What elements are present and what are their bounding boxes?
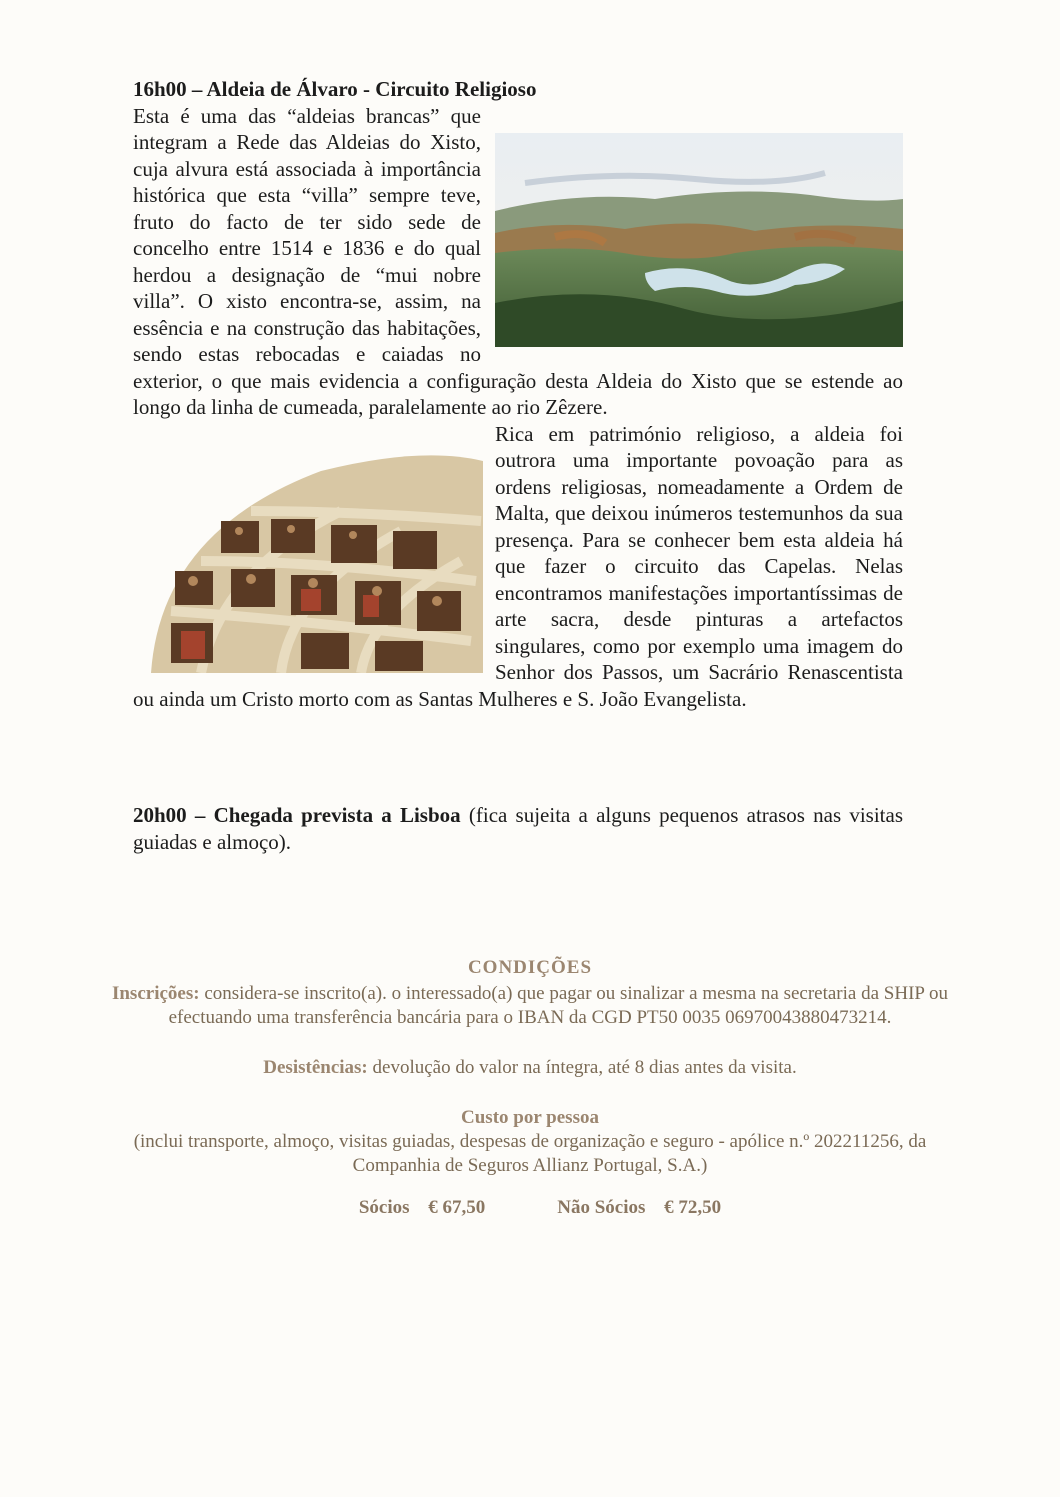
arrival-text: (fica sujeita a alguns pequenos atrasos nas visitas guiadas e almoço). — [133, 803, 903, 854]
chapel-ceiling-image — [141, 451, 483, 673]
paragraph-religious — [133, 421, 903, 713]
section-title-alvaro: 16h00 – Aldeia de Álvaro - Circuito Religioso — [133, 77, 537, 101]
prices-row — [120, 1196, 960, 1220]
paragraph-religious-text: Rica em património religioso, a aldeia foi outrora uma importante povoação para as ordens religiosas, nomeadamente a Ordem de Malta, que deixou inúmeros testemunhos da sua presença. Para se conhecer bem esta aldeia há que fazer o circuito das Capelas. Nelas encontramos manifestações importantíssimas de arte sacra, desde pinturas a artefactos singulares, como por exemplo uma imagem do Senhor dos Passos, um Sacrário Renascentista ou ainda um Cristo morto com as Santas Mulheres e S. João Evangelista. — [133, 421, 903, 711]
socios-label: Sócios — [358, 1197, 410, 1218]
chapel-ceiling-photo — [141, 451, 483, 673]
paragraph-intro-text: Esta é uma das “aldeias brancas” que integram a Rede das Aldeias do Xisto, cuja alvura está associada à importância histórica que esta “villa” sempre teve, fruto do facto de ter sido sede de concelho entre 1514 e 1836 e do qual herdou a designação de “mui nobre villa”. O xisto encontra-se, assim, na essência e na construção das habitações, sendo estas rebocadas e caiadas no exterior, o que mais evidencia a configuração desta Aldeia do Xisto que se estende ao longo da linha de cumeada, paralelamente ao rio Zêzere. — [133, 103, 903, 419]
conditions-heading: CONDIÇÕES — [467, 957, 593, 978]
section-aldeia-alvaro — [133, 76, 903, 712]
nao-socios-price: € 72,50 — [664, 1197, 722, 1218]
section-arrival — [133, 802, 903, 855]
price-nao-socios — [557, 1196, 721, 1220]
conditions-section — [100, 956, 960, 1220]
desistencias-paragraph — [100, 1056, 960, 1080]
landscape-photo — [495, 133, 903, 347]
inscricoes-text: considera-se inscrito(a). o interessado(a) que pagar ou sinalizar a mesma na secretaria da SHIP ou efectuando uma transferência bancária para o IBAN da CGD PT50 0035 06970043880473214. — [168, 983, 949, 1028]
desistencias-text: devolução do valor na íntegra, até 8 dias antes da visita. — [372, 1057, 797, 1078]
paragraph-intro — [133, 103, 903, 421]
arrival-paragraph — [133, 802, 903, 855]
custo-text: (inclui transporte, almoço, visitas guiadas, despesas de organização e seguro - apólice n.º 202211256, da Companhia de Seguros Allianz Portugal, S.A.) — [133, 1131, 927, 1176]
nao-socios-label: Não Sócios — [557, 1197, 646, 1218]
custo-label: Custo por pessoa — [461, 1107, 599, 1128]
inscricoes-paragraph — [100, 982, 960, 1030]
arrival-title: 20h00 – Chegada prevista a Lisboa — [133, 803, 461, 827]
landscape-image — [495, 133, 903, 347]
inscricoes-label: Inscrições: — [111, 983, 200, 1004]
socios-price: € 67,50 — [428, 1197, 486, 1218]
desistencias-label: Desistências: — [263, 1057, 368, 1078]
price-socios — [359, 1196, 485, 1220]
